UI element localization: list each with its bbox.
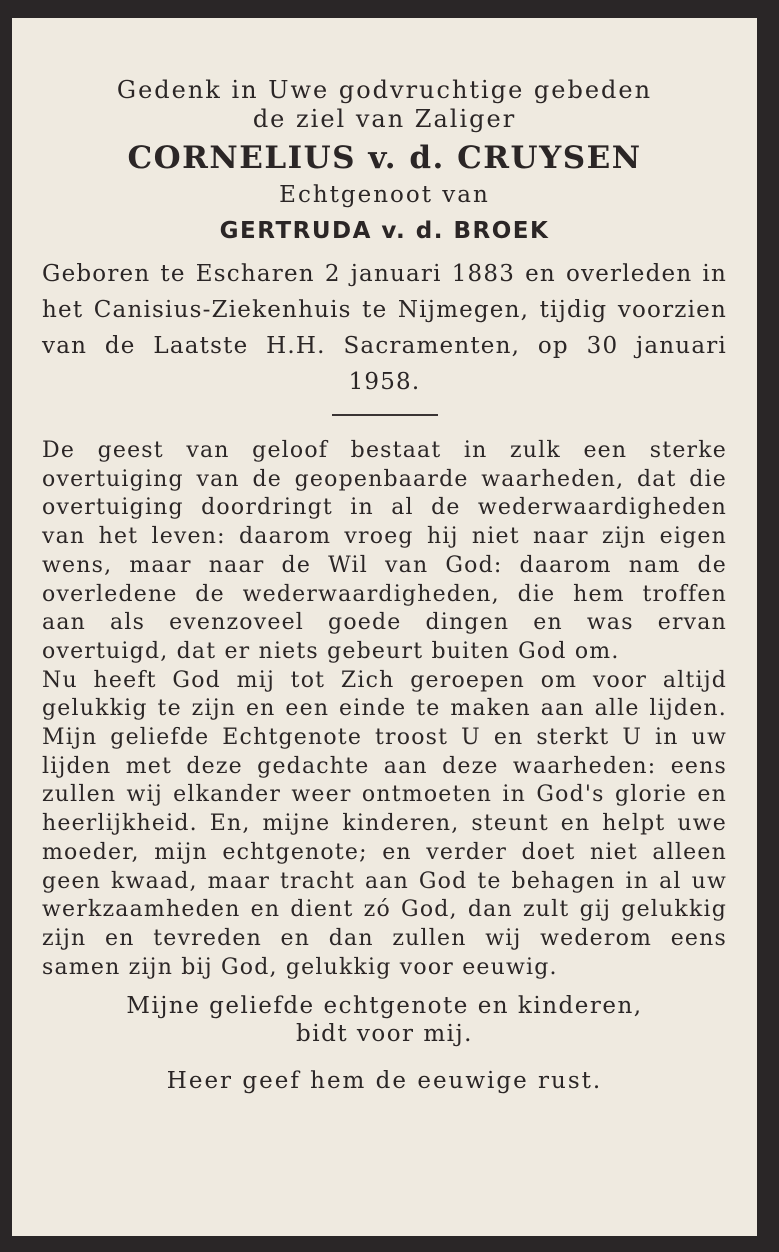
spouse-label: Echtgenoot van [279, 182, 490, 208]
closing-line-2: bidt voor mij. [296, 1021, 473, 1048]
closing-request [42, 992, 727, 1048]
invocation-line-1: Gedenk in Uwe godvruchtige gebeden [116, 76, 653, 104]
memorial-card [12, 18, 757, 1236]
meditation-paragraph-1: De geest van geloof bestaat in zulk een sterke overtuiging van de geopenbaarde waarheden, dat die overtuiging doordringt in al de wederwaardigheden van het leven: daarom vroeg hij niet naar zijn eigen wens, maar naar de Wil van God: daarom nam de overledene de wederwaardigheden, die hem troffen aan als evenzoveel goede dingen en was ervan overtuigd, dat er niets gebeurt buiten God om. [42, 438, 727, 664]
closing-line-1: Mijne geliefde echtgenote en kinderen, [126, 993, 643, 1020]
invocation [42, 76, 727, 134]
deceased-name: CORNELIUS v. d. CRUYSEN [127, 140, 642, 176]
meditation-paragraph-2: Nu heeft God mij tot Zich geroepen om voor altijd gelukkig te zijn en een einde te maken aan alle lijden. Mijn geliefde Echtgenote troost U en sterkt U in uw lijden met deze gedachte aan deze waarheden: eens zullen wij elkander weer ontmoeten in God's glorie en heerlijkheid. En, mijne kinderen, steunt en helpt uwe moeder, mijn echtgenote; en verder doet niet alleen geen kwaad, maar tracht aan God te behagen in al uw werkzaamheden en dient zó God, dan zult gij gelukkig zijn en tevreden en dan zullen wij wederom eens samen zijn bij God, gelukkig voor eeuwig. [42, 667, 727, 980]
spouse-name: GERTRUDA v. d. BROEK [219, 218, 550, 244]
biography: Geboren te Escharen 2 januari 1883 en overleden in het Canisius-Ziekenhuis te Nijmegen, tijdig voorzien van de Laatste H.H. Sacramenten, op 30 januari 1958. [42, 261, 727, 395]
meditation-text [42, 437, 727, 982]
divider [332, 414, 438, 416]
invocation-line-2: de ziel van Zaliger [252, 105, 517, 133]
closing-prayer: Heer geef hem de eeuwige rust. [166, 1068, 603, 1095]
